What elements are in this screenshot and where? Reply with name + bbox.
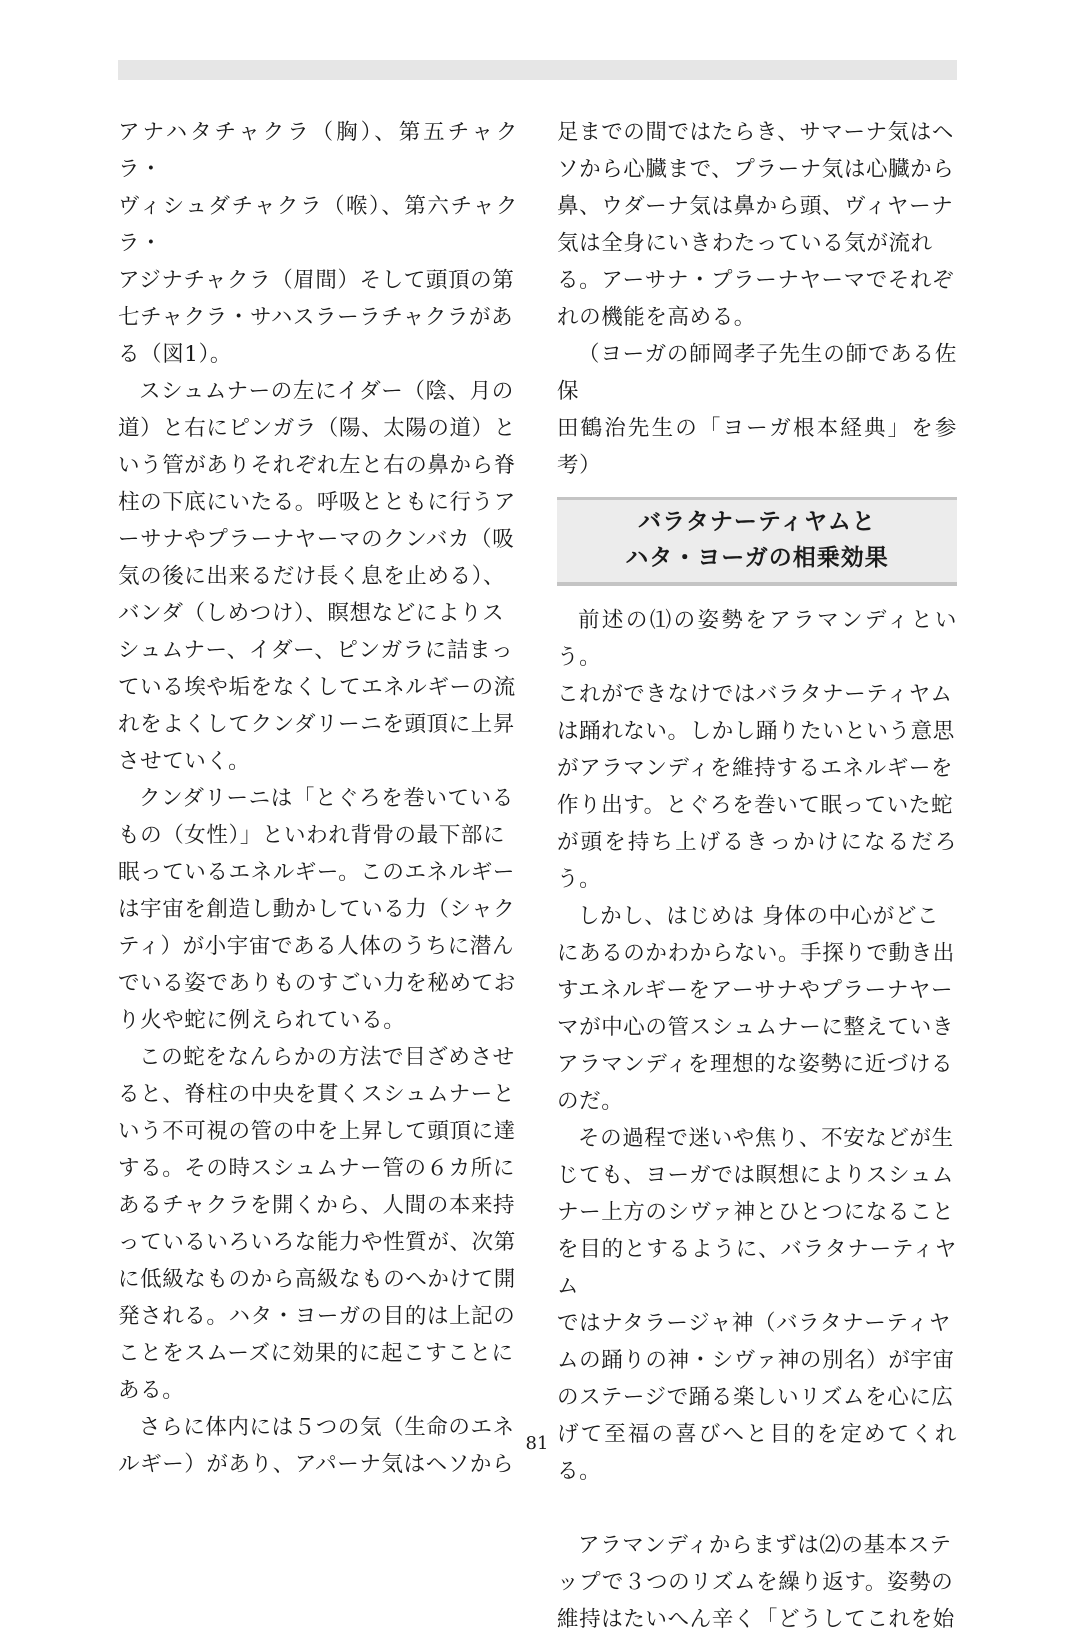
paragraph: その過程で迷いや焦り、不安などが生 じても、ヨーガでは瞑想によりスシュム ナー上方のシヴァ神とひとつになること を目的とするように、バラタナーティヤム ではナタラージャ神（バラタナーティヤ ムの踊りの神・シヴァ神の別名）が宇宙 のステージで踊る楽しいリズムを心に広 げて至福の喜びへと目的を定めてくれる。: [557, 1126, 957, 1484]
section-heading-line-1: バラタナーティヤムと: [638, 508, 876, 535]
paragraph: アナハタチャクラ（胸）、第五チャクラ・ ヴィシュダチャクラ（喉）、第六チャクラ・ アジナチャクラ（眉間）そして頭頂の第 七チャクラ・サハスラーラチャクラがあ る（図1）。: [118, 120, 518, 367]
paragraph: 前述の⑴の姿勢をアラマンディという。 これができなけではバラタナーティヤム は踊れない。しかし踊りたいという意思 がアラマンディを維持するエネルギーを 作り出す。とぐろを巻いて眠っていた蛇 が頭を持ち上げるきっかけになるだろう。: [557, 608, 957, 892]
page-number: 81: [525, 1433, 549, 1454]
header-bar: [118, 60, 957, 80]
paragraph-spacer: [557, 1490, 957, 1527]
right-column: [557, 114, 957, 1638]
section-heading: [557, 497, 957, 586]
section-heading-line-2: ハタ・ヨーガの相乗効果: [625, 544, 889, 571]
paragraph: スシュムナーの左にイダー（陰、月の 道）と右にピンガラ（陽、太陽の道）と いう管がありそれぞれ左と右の鼻から脊 柱の下底にいたる。呼吸とともに行うア ーサナやプラーナヤーマのクンバカ（吸 気の後に出来るだけ長く息を止める）、 バンダ（しめつけ）、瞑想などによりス シュムナー、イダー、ピンガラに詰まっ ている埃や垢をなくしてエネルギーの流 れをよくしてクンダリーニを頭頂に上昇 させていく。: [118, 379, 516, 774]
paragraph: この蛇をなんらかの方法で目ざめさせ ると、脊柱の中央を貫くスシュムナーと いう不可視の管の中を上昇して頭頂に達 する。その時スシュムナー管の６カ所に あるチャクラを開くから、人間の本来持 っているいろいろな能力や性質が、次第 に低級なものから高級なものへかけて開 発される。ハタ・ヨーガの目的は上記の ことをスムーズに効果的に起こすことに ある。: [118, 1045, 516, 1403]
paragraph: アラマンディからまずは⑵の基本ステ ップで３つのリズムを繰り返す。姿勢の 維持はたいへん辛く「どうしてこれを始: [557, 1533, 955, 1632]
left-column: [118, 114, 518, 1483]
paragraph: 足までの間ではたらき、サマーナ気はヘ ソから心臓まで、プラーナ気は心臓から 鼻、ウダーナ気は鼻から頭、ヴィヤーナ 気は全身にいきわたっている気が流れ る。アーサナ・プラーナヤーマでそれぞ れの機能を高める。: [557, 120, 955, 330]
paragraph: クンダリーニは「とぐろを巻いている もの（女性）」といわれ背骨の最下部に 眠っているエネルギー。このエネルギー は宇宙を創造し動かしている力（シャク ティ）が小宇宙である人体のうちに潜ん でいる姿でありものすごい力を秘めてお り火や蛇に例えられている。: [118, 786, 516, 1033]
paragraph: さらに体内には５つの気（生命のエネ ルギー）があり、アパーナ気はヘソから: [118, 1415, 515, 1477]
paragraph: しかし、はじめは 身体の中心がどこ にあるのかわからない。手探りで動き出 すエネルギーをアーサナやプラーナヤー マが中心の管スシュムナーに整えていき アラマンディを理想的な姿勢に近づける のだ。: [557, 904, 955, 1114]
paragraph: （ヨーガの師岡孝子先生の師である佐保 田鶴治先生の「ヨーガ根本経典」を参考）: [557, 342, 957, 478]
